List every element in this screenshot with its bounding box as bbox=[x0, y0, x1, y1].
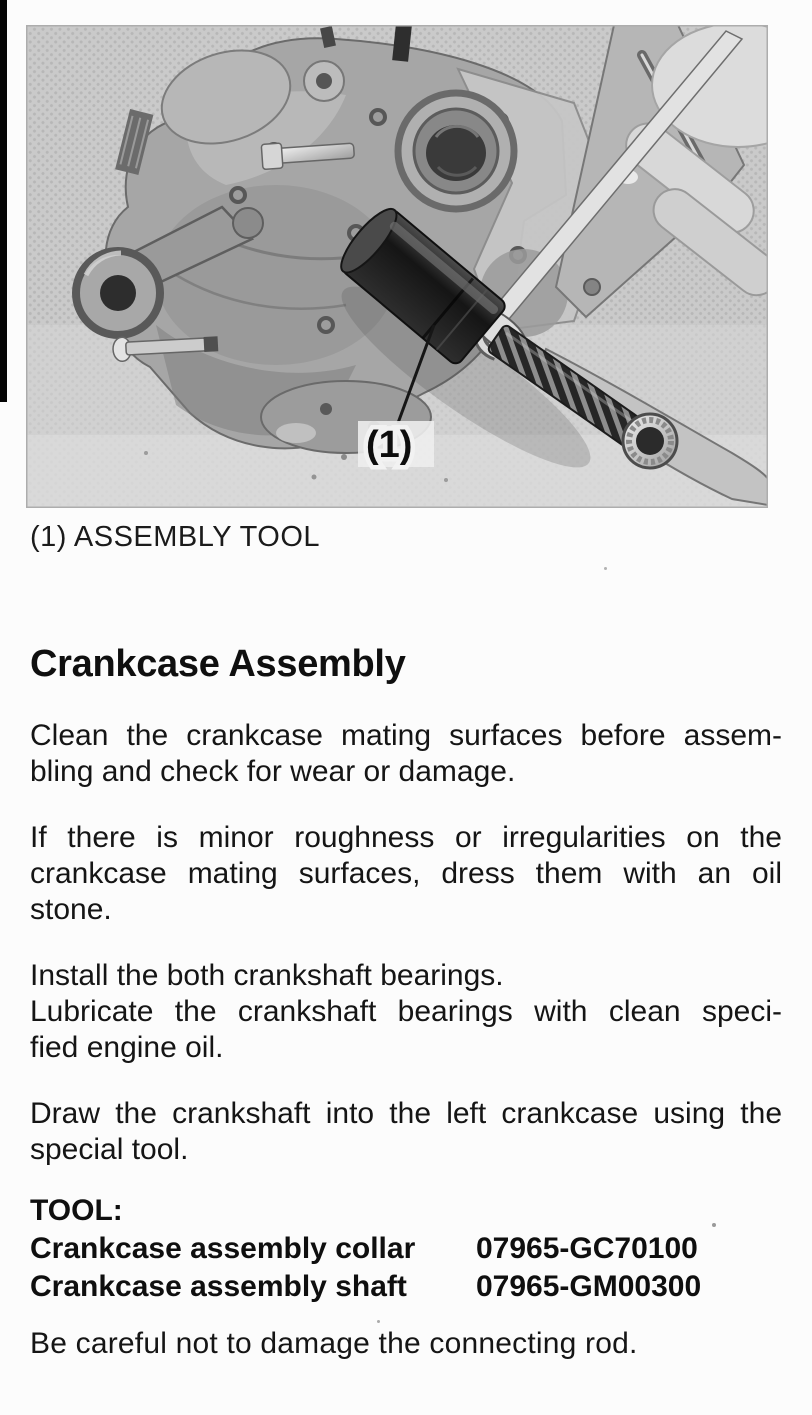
body-line: Draw the crankshaft into the left crankcase using the bbox=[30, 1097, 782, 1130]
figure-label-text: (1) bbox=[366, 424, 413, 466]
scan-speck bbox=[712, 1223, 716, 1227]
scan-speck bbox=[377, 1320, 380, 1323]
body-line: special tool. bbox=[30, 1133, 189, 1166]
body-line: Lubricate the crankshaft bearings with clean speci- bbox=[30, 995, 782, 1028]
body-line: stone. bbox=[30, 893, 112, 926]
tool-row bbox=[30, 1230, 782, 1268]
figure-caption: (1) ASSEMBLY TOOL bbox=[30, 521, 321, 553]
body-line: fied engine oil. bbox=[30, 1031, 224, 1064]
body-line: Install the both crankshaft bearings. bbox=[30, 959, 504, 992]
shaft-knurled-end bbox=[623, 414, 677, 468]
tool-row bbox=[30, 1268, 782, 1306]
tool-spec-title: TOOL: bbox=[30, 1194, 123, 1227]
figure-photo-crankcase-assembly-tool bbox=[26, 25, 768, 508]
caution-note: Be careful not to damage the connecting rod. bbox=[30, 1327, 638, 1360]
tool-number: 07965-GC70100 bbox=[476, 1232, 698, 1265]
section-heading: Crankcase Assembly bbox=[30, 643, 406, 685]
paragraph-clean-surfaces bbox=[30, 718, 782, 790]
scan-edge-artifact bbox=[1, 0, 5, 220]
body-line: crankcase mating surfaces, dress them with an oil bbox=[30, 857, 782, 890]
paragraph-install-bearings bbox=[30, 958, 782, 1066]
photo-illustration bbox=[26, 25, 768, 508]
paragraph-dress-surfaces bbox=[30, 820, 782, 928]
crankcase-bore-opening bbox=[398, 93, 514, 209]
body-line: Clean the crankcase mating surfaces before assem- bbox=[30, 719, 782, 752]
tool-number: 07965-GM00300 bbox=[476, 1270, 702, 1303]
body-line: If there is minor roughness or irregularities on the bbox=[30, 821, 782, 854]
tool-spec bbox=[30, 1192, 782, 1306]
body-line: bling and check for wear or damage. bbox=[30, 755, 516, 788]
scan-speck bbox=[604, 567, 607, 570]
tool-name: Crankcase assembly shaft bbox=[30, 1270, 407, 1303]
tool-name: Crankcase assembly collar bbox=[30, 1232, 416, 1265]
paragraph-draw-crankshaft bbox=[30, 1096, 782, 1168]
